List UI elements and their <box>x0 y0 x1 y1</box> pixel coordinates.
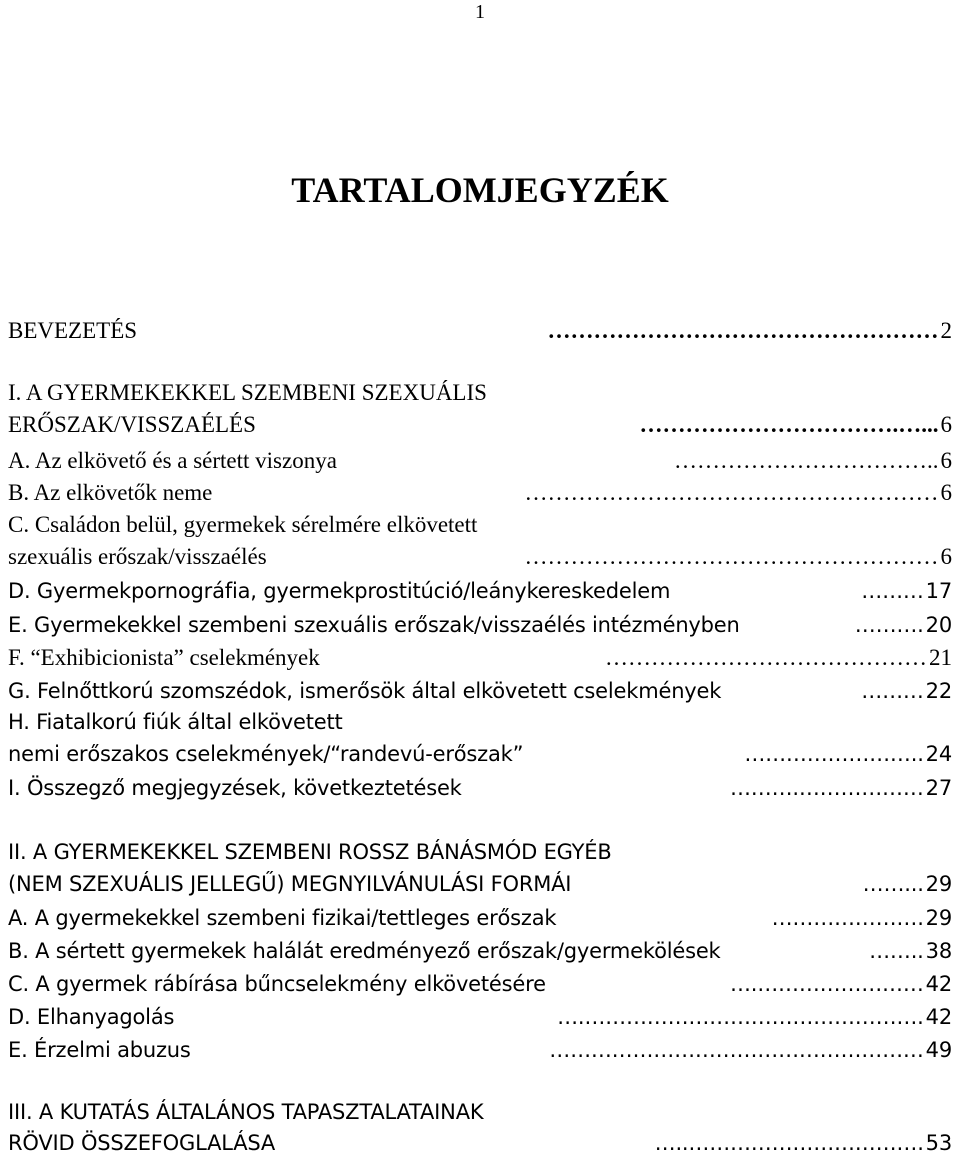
toc-page: 17 <box>925 579 952 603</box>
toc-label: E. Gyermekekkel szembeni szexuális erőszak/visszaélés intézményben <box>8 613 740 637</box>
toc-leader: …………………. <box>771 906 924 930</box>
toc-page: 22 <box>925 679 952 703</box>
toc-entry-ii-line1[interactable] <box>8 837 952 867</box>
toc-label: szexuális erőszak/visszaélés <box>8 544 267 569</box>
page-title: TARTALOMJEGYZÉK <box>291 170 669 210</box>
toc-label: RÖVID ÖSSZEFOGLALÁSA <box>8 1131 276 1155</box>
toc-entry-c-line1[interactable] <box>8 510 952 540</box>
toc-page: 6 <box>940 544 952 569</box>
toc-entry-c-line2[interactable] <box>8 542 952 572</box>
toc-label: III. A KUTATÁS ÁLTALÁNOS TAPASZTALATAINAK <box>8 1100 484 1124</box>
toc-leader: …….. <box>869 939 924 963</box>
toc-page: 27 <box>925 776 952 800</box>
toc-label: I. Összegző megjegyzések, következtetések <box>8 776 462 800</box>
toc-entry-h-line2[interactable] <box>8 739 952 769</box>
toc-label: E. Érzelmi abuzus <box>8 1038 191 1062</box>
toc-label: BEVEZETÉS <box>8 318 138 343</box>
toc-leader: ……... <box>862 872 924 896</box>
toc-page: 53 <box>925 1131 952 1155</box>
toc-label: C. Családon belül, gyermekek sérelmére elkövetett <box>8 512 478 537</box>
toc-entry-iii-line1[interactable] <box>8 1097 952 1127</box>
toc-page: 20 <box>925 613 952 637</box>
toc-leader: ………. <box>854 613 924 637</box>
toc-leader: ……… <box>861 579 924 603</box>
toc-page: 24 <box>925 742 952 766</box>
toc-page: 6 <box>940 412 952 437</box>
toc-entry-f[interactable] <box>8 643 952 673</box>
toc-leader: …………………………….…... <box>639 412 939 437</box>
toc-label: D. Gyermekpornográfia, gyermekprostitúció/leánykereskedelem <box>8 579 671 603</box>
toc-entry-i-summary[interactable] <box>8 773 952 803</box>
toc-leader: …………………………….. <box>674 448 939 473</box>
toc-page: 38 <box>925 939 952 963</box>
toc-label: G. Felnőttkorú szomszédok, ismerősök által elkövetett cselekmények <box>8 679 722 703</box>
toc-page: 6 <box>940 480 952 505</box>
toc-leader: ……….……………… <box>729 776 924 800</box>
toc-entry-d[interactable] <box>8 576 952 606</box>
toc-entry-ii-line2[interactable] <box>8 869 952 899</box>
toc-leader: …………………………………… <box>605 645 927 670</box>
toc-label: H. Fiatalkorú fiúk által elkövetett <box>8 710 343 734</box>
toc-page: 42 <box>925 1005 952 1029</box>
page-number: 1 <box>475 1 485 23</box>
toc-page: 29 <box>925 906 952 930</box>
toc-page: 49 <box>925 1038 952 1062</box>
toc-leader: ……… <box>861 679 924 703</box>
toc-leader: ……………………………………………… <box>524 544 939 569</box>
toc-page: 2 <box>940 318 952 343</box>
toc-entry-iii-line2[interactable] <box>8 1128 952 1158</box>
toc-entry-ii-a[interactable] <box>8 903 952 933</box>
toc-label: A. A gyermekekkel szembeni fizikai/tettleges erőszak <box>8 906 557 930</box>
toc-label: F. “Exhibicionista” cselekmények <box>8 645 320 670</box>
toc-label: C. A gyermek rábírása bűncselekmény elkövetésére <box>8 972 546 996</box>
toc-leader: …………………………………………… <box>547 318 939 343</box>
toc-entry-ii-e[interactable] <box>8 1035 952 1065</box>
toc-label: ERŐSZAK/VISSZAÉLÉS <box>8 412 256 437</box>
toc-entry-ii-d[interactable] <box>8 1002 952 1032</box>
toc-leader: …..……………………………. <box>654 1131 924 1155</box>
toc-entry-i-line2[interactable] <box>8 410 952 440</box>
toc-label: nemi erőszakos cselekmények/“randevú-erőszak” <box>8 742 524 766</box>
toc-leader: ….…………………………………………. <box>557 1005 924 1029</box>
toc-leader: ….…………………… <box>729 972 924 996</box>
toc-label: II. A GYERMEKEKKEL SZEMBENI ROSSZ BÁNÁSMÓD EGYÉB <box>8 840 612 864</box>
toc-entry-b[interactable] <box>8 478 952 508</box>
toc-leader: ……………………………………………… <box>524 480 939 505</box>
toc-page: 29 <box>925 872 952 896</box>
toc-entry-e[interactable] <box>8 610 952 640</box>
toc-entry-ii-c[interactable] <box>8 969 952 999</box>
toc-label: A. Az elkövető és a sértett viszonya <box>8 448 337 473</box>
toc-entry-g[interactable] <box>8 676 952 706</box>
toc-entry-ii-b[interactable] <box>8 936 952 966</box>
toc-page: 6 <box>940 448 952 473</box>
toc-entry-h-line1[interactable] <box>8 707 952 737</box>
toc-label: (NEM SZEXUÁLIS JELLEGŰ) MEGNYILVÁNULÁSI FORMÁI <box>8 872 572 896</box>
toc-page: 42 <box>925 972 952 996</box>
toc-entry-bevezetes[interactable] <box>8 316 952 346</box>
toc-entry-i-line1[interactable] <box>8 378 952 408</box>
toc-label: B. A sértett gyermekek halálát eredményező erőszak/gyermekölések <box>8 939 721 963</box>
toc-label: B. Az elkövetők neme <box>8 480 213 505</box>
toc-label: D. Elhanyagolás <box>8 1005 175 1029</box>
toc-label: I. A GYERMEKEKKEL SZEMBENI SZEXUÁLIS <box>8 380 487 405</box>
toc-entry-a[interactable] <box>8 446 952 476</box>
toc-leader: …………………….. <box>744 742 924 766</box>
toc-leader: ……………………………………………… <box>549 1038 924 1062</box>
toc-page: 21 <box>929 645 952 670</box>
